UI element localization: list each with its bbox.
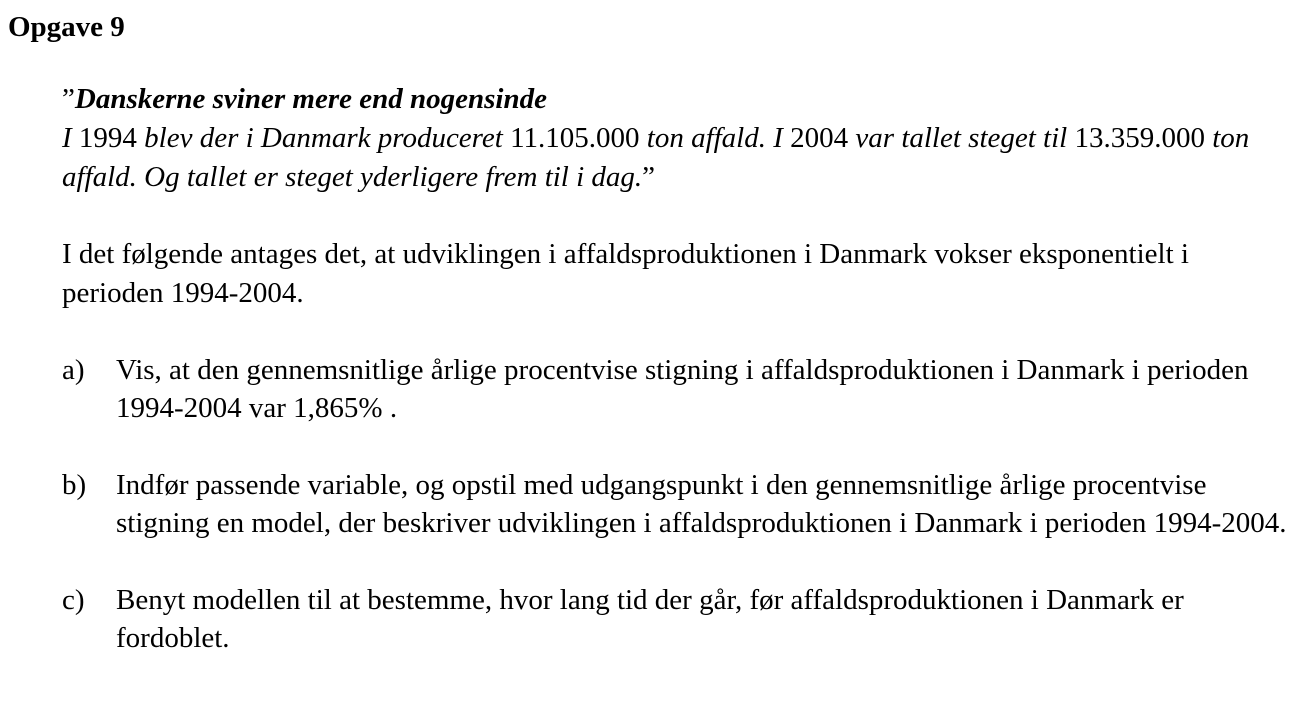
task-item <box>62 581 1292 657</box>
quote-headline-line <box>62 80 1282 119</box>
quote-open-mark: ” <box>62 83 75 115</box>
quote-segment: I <box>62 122 79 154</box>
quote-segment: ” <box>642 161 656 193</box>
quote-segment: 2004 <box>790 122 849 154</box>
task-item <box>62 466 1292 542</box>
quote-segment: 1994 <box>78 122 137 154</box>
newspaper-quote <box>62 80 1282 197</box>
task-list <box>62 351 1292 696</box>
quote-segment: ton affald. Og tallet er steget yderligere frem til i dag. <box>62 122 1250 193</box>
quote-body <box>62 119 1282 197</box>
task-text: Benyt modellen til at bestemme, hvor lang tid der går, før affaldsproduktionen i Danmark er fordoblet. <box>116 584 1184 654</box>
task-text: Indfør passende variable, og opstil med udgangspunkt i den gennemsnitlige årlige procentvise stigning en model, der beskriver udviklingen i affaldsproduktionen i Danmark i perioden 1994-2004. <box>116 469 1287 539</box>
task-label: b) <box>62 469 87 501</box>
quote-segment: 13.359.000 <box>1074 122 1205 154</box>
task-label: c) <box>62 584 85 616</box>
quote-segment: var tallet steget til <box>848 122 1075 154</box>
task-text: Vis, at den gennemsnitlige årlige procentvise stigning i affaldsproduktionen i Danmark i perioden 1994-2004 var 1,865% . <box>116 354 1249 424</box>
quote-segment: 11.105.000 <box>510 122 640 154</box>
quote-headline: Danskerne sviner mere end nogensinde <box>74 83 547 115</box>
quote-segment: blev der i Danmark produceret <box>136 122 511 154</box>
page-title: Opgave 9 <box>8 11 125 43</box>
task-label: a) <box>62 354 85 386</box>
task-item <box>62 351 1292 427</box>
intro-paragraph: I det følgende antages det, at udviklingen i affaldsproduktionen i Danmark vokser eksponentielt i perioden 1994-2004. <box>62 238 1189 309</box>
quote-segment: ton affald. I <box>639 122 791 154</box>
